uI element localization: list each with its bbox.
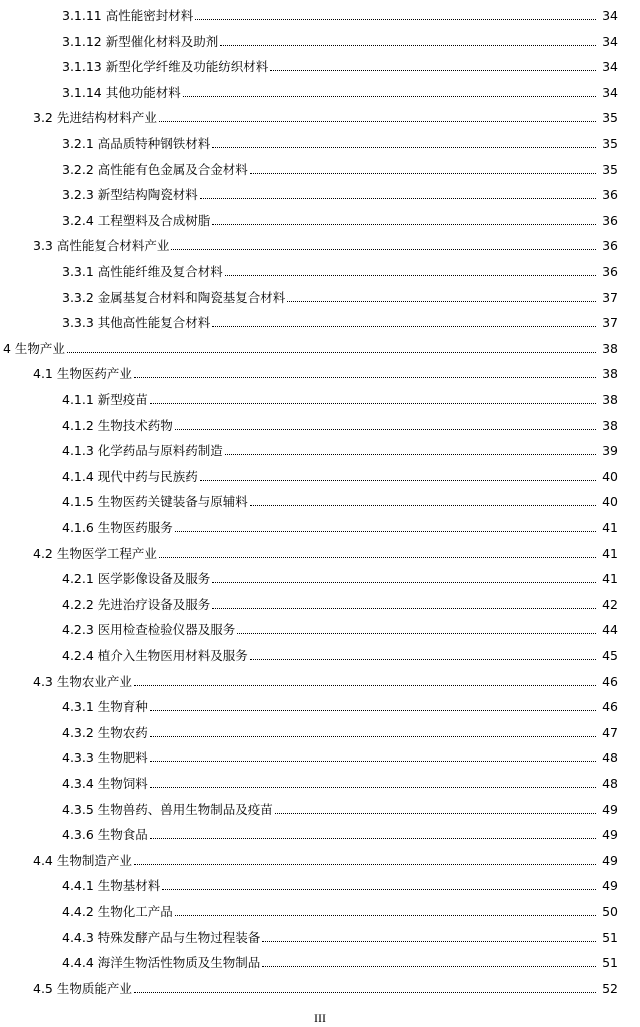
- toc-entry-page-number: 51: [602, 955, 618, 971]
- toc-entry-page-number: 35: [602, 136, 618, 151]
- dot-leader: [67, 352, 596, 353]
- toc-entry-page-number: 40: [602, 494, 618, 510]
- toc-entry-title: 4.3.2 生物农药: [62, 724, 148, 740]
- toc-entry-page-number: 42: [602, 596, 618, 612]
- toc-entry-title: 4.3 生物农业产业: [33, 673, 132, 689]
- toc-entry-title: 4.4.3 特殊发酵产品与生物过程装备: [62, 929, 261, 945]
- dot-leader: [175, 915, 596, 916]
- toc-entry-page-number: 48: [602, 776, 618, 791]
- dot-leader: [262, 941, 596, 942]
- toc-entry-page-number: 41: [602, 520, 618, 535]
- toc-entry-title: 4.3.5 生物兽药、兽用生物制品及疫苗: [62, 801, 273, 817]
- dot-leader: [270, 70, 596, 71]
- dot-leader: [220, 45, 596, 46]
- dot-leader: [175, 531, 596, 532]
- dot-leader: [150, 761, 596, 762]
- toc-entry-title: 4.1.5 生物医药关键装备与原辅料: [62, 494, 248, 510]
- toc-entry-title: 3.1.11 高性能密封材料: [62, 8, 194, 23]
- toc-entry-title: 3.3.2 金属基复合材料和陶瓷基复合材料: [62, 289, 286, 305]
- toc-entry-page-number: 49: [602, 827, 618, 843]
- toc-entry-title: 3.1.12 新型催化材料及助剂: [62, 33, 219, 49]
- toc-entry[interactable]: [0, 259, 618, 279]
- dot-leader: [275, 813, 596, 814]
- toc-entry-title: 4.1 生物医药产业: [33, 366, 132, 382]
- dot-leader: [162, 889, 596, 890]
- toc-entry[interactable]: [0, 950, 618, 970]
- toc-entry-page-number: 34: [602, 8, 618, 23]
- dot-leader: [250, 505, 596, 506]
- toc-entry-page-number: 36: [602, 238, 618, 254]
- toc-entry-title: 3.3.1 高性能纤维及复合材料: [62, 264, 223, 279]
- toc-entry-title: 3.3.3 其他高性能复合材料: [62, 315, 211, 331]
- toc-entry[interactable]: [0, 720, 618, 740]
- toc-entry-title: 3.1.13 新型化学纤维及功能纺织材料: [62, 59, 269, 75]
- toc-entry-title: 4.1.3 化学药品与原料药制造: [62, 443, 223, 459]
- dot-leader: [134, 864, 596, 865]
- toc-entry-page-number: 41: [602, 571, 618, 587]
- toc-entry[interactable]: [0, 925, 618, 945]
- toc-entry[interactable]: [0, 361, 618, 381]
- dot-leader: [150, 710, 596, 711]
- toc-entry-title: 4.4.2 生物化工产品: [62, 904, 173, 919]
- toc-entry[interactable]: [0, 592, 618, 612]
- dot-leader: [134, 377, 596, 378]
- toc-entry[interactable]: [0, 131, 618, 151]
- dot-leader: [150, 736, 596, 737]
- toc-entry-page-number: 52: [602, 980, 618, 996]
- toc-entry-page-number: 51: [602, 929, 618, 945]
- toc-entry-page-number: 36: [602, 212, 618, 228]
- dot-leader: [212, 582, 596, 583]
- toc-entry[interactable]: [0, 822, 618, 842]
- dot-leader: [195, 19, 596, 20]
- toc-entry[interactable]: [0, 669, 618, 689]
- toc-entry[interactable]: [0, 438, 618, 458]
- dot-leader: [212, 147, 596, 148]
- toc-entry[interactable]: [0, 489, 618, 509]
- toc-entry-page-number: 37: [602, 289, 618, 305]
- dot-leader: [200, 198, 596, 199]
- toc-entry[interactable]: [0, 797, 618, 817]
- toc-entry[interactable]: [0, 233, 618, 253]
- toc-entry[interactable]: [0, 643, 618, 663]
- toc-entry-title: 4.4 生物制造产业: [33, 852, 132, 868]
- dot-leader: [225, 454, 596, 455]
- dot-leader: [134, 992, 596, 993]
- toc-entry-page-number: 38: [602, 417, 618, 433]
- toc-entry-title: 4.2.1 医学影像设备及服务: [62, 571, 211, 587]
- toc-entry[interactable]: [0, 310, 618, 330]
- toc-entry[interactable]: [0, 976, 618, 996]
- toc-entry-page-number: 49: [602, 878, 618, 894]
- toc-entry-page-number: 38: [602, 340, 618, 356]
- toc-entry[interactable]: [0, 29, 618, 49]
- dot-leader: [287, 301, 596, 302]
- toc-entry-title: 4.1.4 现代中药与民族药: [62, 468, 198, 484]
- toc-entry-title: 3.3 高性能复合材料产业: [33, 238, 170, 254]
- page-number: III: [314, 1011, 326, 1025]
- toc-entry-page-number: 49: [602, 852, 618, 868]
- toc-entry[interactable]: [0, 157, 618, 177]
- toc-entry-title: 4.3.3 生物肥料: [62, 750, 148, 766]
- toc-entry-title: 4.2.2 先进治疗设备及服务: [62, 596, 211, 612]
- toc-entry-title: 4.2.4 植介入生物医用材料及服务: [62, 648, 248, 663]
- toc-entry-title: 4 生物产业: [3, 340, 65, 356]
- toc-entry-page-number: 38: [602, 392, 618, 407]
- toc-entry-page-number: 44: [602, 622, 618, 638]
- toc-entry[interactable]: [0, 848, 618, 868]
- toc-entry[interactable]: [0, 541, 618, 561]
- toc-entry-title: 4.4.1 生物基材料: [62, 878, 161, 894]
- toc-entry[interactable]: [0, 336, 618, 356]
- toc-entry-page-number: 39: [602, 443, 618, 459]
- toc-entry-title: 3.2 先进结构材料产业: [33, 110, 157, 126]
- dot-leader: [225, 275, 596, 276]
- dot-leader: [150, 403, 596, 404]
- toc-entry-page-number: 48: [602, 750, 618, 766]
- dot-leader: [175, 429, 596, 430]
- toc-entry[interactable]: [0, 873, 618, 893]
- toc-entry[interactable]: [0, 54, 618, 74]
- toc-entry-page-number: 45: [602, 648, 618, 663]
- dot-leader: [212, 326, 596, 327]
- toc-entry-title: 4.1.2 生物技术药物: [62, 417, 173, 433]
- toc-entry[interactable]: [0, 617, 618, 637]
- toc-entry-title: 4.2 生物医学工程产业: [33, 545, 157, 561]
- toc-entry-page-number: 36: [602, 187, 618, 203]
- dot-leader: [150, 838, 596, 839]
- toc-entry-title: 3.2.1 高品质特种钢铁材料: [62, 136, 211, 151]
- dot-leader: [159, 557, 596, 558]
- toc-entry[interactable]: [0, 694, 618, 714]
- toc-entry[interactable]: [0, 515, 618, 535]
- toc-entry[interactable]: [0, 182, 618, 202]
- toc-entry-page-number: 34: [602, 59, 618, 75]
- toc-entry-title: 4.5 生物质能产业: [33, 980, 132, 996]
- toc-entry-title: 4.3.4 生物饲料: [62, 776, 148, 791]
- toc-entry-title: 4.2.3 医用检查检验仪器及服务: [62, 622, 236, 638]
- dot-leader: [150, 787, 596, 788]
- toc-entry-title: 3.2.3 新型结构陶瓷材料: [62, 187, 198, 203]
- toc-entry-page-number: 41: [602, 545, 618, 561]
- toc-entry-title: 3.1.14 其他功能材料: [62, 84, 181, 100]
- dot-leader: [200, 480, 596, 481]
- toc-entry-page-number: 37: [602, 315, 618, 331]
- dot-leader: [183, 96, 596, 97]
- dot-leader: [212, 608, 596, 609]
- toc-entry[interactable]: [0, 566, 618, 586]
- dot-leader: [171, 249, 596, 250]
- toc-entry-page-number: 50: [602, 904, 618, 919]
- dot-leader: [212, 224, 596, 225]
- dot-leader: [250, 659, 596, 660]
- toc-entry[interactable]: [0, 387, 618, 407]
- toc-entry[interactable]: [0, 3, 618, 23]
- toc-entry[interactable]: [0, 771, 618, 791]
- toc-entry-page-number: 49: [602, 801, 618, 817]
- toc-entry[interactable]: [0, 464, 618, 484]
- toc-entry-page-number: 38: [602, 366, 618, 382]
- toc-entry[interactable]: [0, 899, 618, 919]
- toc-entry[interactable]: [0, 413, 618, 433]
- toc-entry[interactable]: [0, 745, 618, 765]
- toc-entry[interactable]: [0, 105, 618, 125]
- dot-leader: [159, 121, 596, 122]
- toc-entry-title: 4.3.6 生物食品: [62, 827, 148, 843]
- toc-entry-page-number: 47: [602, 724, 618, 740]
- dot-leader: [262, 966, 596, 967]
- toc-entry-title: 4.3.1 生物育种: [62, 699, 148, 715]
- toc-entry[interactable]: [0, 208, 618, 228]
- toc-entry-page-number: 34: [602, 33, 618, 49]
- toc-entry-page-number: 35: [602, 110, 618, 126]
- toc-entry-title: 3.2.2 高性能有色金属及合金材料: [62, 161, 248, 177]
- toc-entry[interactable]: [0, 80, 618, 100]
- toc-entry-page-number: 35: [602, 161, 618, 177]
- toc-entry-page-number: 46: [602, 699, 618, 715]
- toc-entry-title: 3.2.4 工程塑料及合成树脂: [62, 212, 211, 228]
- dot-leader: [134, 685, 596, 686]
- toc-entry-page-number: 34: [602, 84, 618, 100]
- toc-entry-page-number: 46: [602, 673, 618, 689]
- toc-entry-page-number: 36: [602, 264, 618, 279]
- dot-leader: [250, 173, 596, 174]
- dot-leader: [237, 633, 596, 634]
- toc-entry[interactable]: [0, 285, 618, 305]
- toc-entry-title: 4.4.4 海洋生物活性物质及生物制品: [62, 955, 261, 971]
- toc-entry-page-number: 40: [602, 468, 618, 484]
- toc-entry-title: 4.1.6 生物医药服务: [62, 520, 173, 535]
- toc-entry-title: 4.1.1 新型疫苗: [62, 392, 148, 407]
